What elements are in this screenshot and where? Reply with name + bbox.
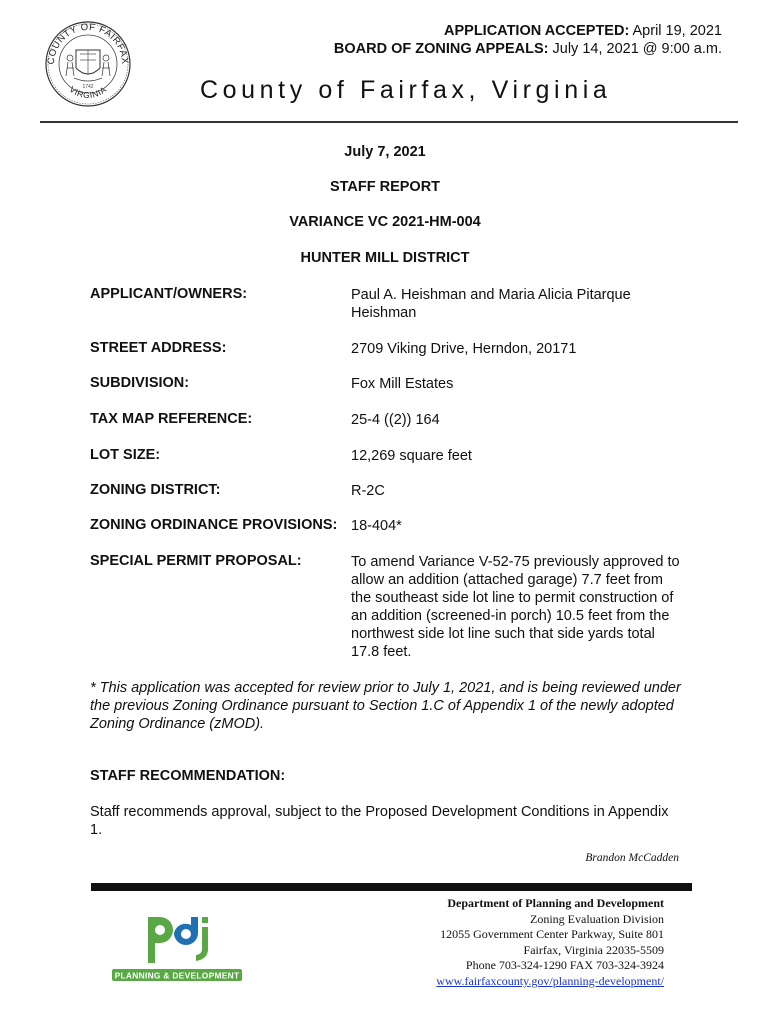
proposal-label: SPECIAL PERMIT PROPOSAL: xyxy=(90,553,302,569)
lot-size-label: LOT SIZE: xyxy=(90,447,161,463)
county-title: County of Fairfax, Virginia xyxy=(200,76,612,104)
accepted-date: April 19, 2021 xyxy=(629,23,722,39)
ordinance-provisions-value: 18-404* xyxy=(351,518,402,534)
seal-top-text: COUNTY OF FAIRFAX xyxy=(45,21,131,65)
lot-size-value: 12,269 square feet xyxy=(351,448,472,464)
footnote: * This application was accepted for review prior to July 1, 2021, and is being reviewed under the previous Zoning Ordinance pursuant to Section 1.C of Appendix 1 of the newly adopted Zoning Ordinance (zMOD). xyxy=(90,680,681,732)
seal-bottom-text: VIRGINIA xyxy=(67,84,109,101)
bza-date: July 14, 2021 @ 9:00 a.m. xyxy=(548,41,722,57)
subdivision-value: Fox Mill Estates xyxy=(351,376,454,392)
tax-map-label: TAX MAP REFERENCE: xyxy=(90,411,253,427)
county-seal xyxy=(44,20,132,108)
application-accepted-line xyxy=(334,22,722,40)
footer-divider xyxy=(91,883,692,891)
ordinance-provisions-label: ZONING ORDINANCE PROVISIONS: xyxy=(90,517,338,533)
report-type: STAFF REPORT xyxy=(329,179,441,195)
header-divider xyxy=(40,121,738,123)
district-name: HUNTER MILL DISTRICT xyxy=(300,250,470,266)
zoning-district-value: R-2C xyxy=(351,483,385,499)
accepted-label: APPLICATION ACCEPTED: xyxy=(444,23,630,39)
department-phone: Phone 703-324-1290 FAX 703-324-3924 xyxy=(465,958,664,973)
bza-line xyxy=(334,40,722,58)
signature: Brandon McCadden xyxy=(585,852,679,864)
planning-development-logo xyxy=(96,897,248,997)
bza-label: BOARD OF ZONING APPEALS: xyxy=(333,41,549,57)
recommendation-title: STAFF RECOMMENDATION: xyxy=(90,768,286,784)
department-name: Department of Planning and Development xyxy=(447,896,664,910)
report-date: July 7, 2021 xyxy=(344,144,426,160)
department-city: Fairfax, Virginia 22035-5509 xyxy=(523,942,664,957)
department-website-link[interactable]: www.fairfaxcounty.gov/planning-development/ xyxy=(436,973,664,988)
applicant-value: Paul A. Heishman and Maria Alicia Pitarque Heishman xyxy=(351,287,631,321)
proposal-value: To amend Variance V-52-75 previously approved to allow an addition (attached garage) 7.7 feet from the southeast side lot line to permit construction of an addition (screened-in porch) 10.5 feet from the northwest side lot line such that side yards total 17.8 feet. xyxy=(351,554,680,660)
division-name: Zoning Evaluation Division xyxy=(530,911,664,926)
applicant-label: APPLICANT/OWNERS: xyxy=(90,286,248,302)
tax-map-value: 25-4 ((2)) 164 xyxy=(351,412,440,428)
department-info xyxy=(436,896,664,990)
zoning-district-label: ZONING DISTRICT: xyxy=(90,482,221,498)
recommendation-text: Staff recommends approval, subject to the Proposed Development Conditions in Appendix 1. xyxy=(90,804,669,838)
seal-year: 1742 xyxy=(82,84,94,90)
header-meta xyxy=(334,22,722,58)
street-address-label: STREET ADDRESS: xyxy=(90,340,227,356)
department-address: 12055 Government Center Parkway, Suite 801 xyxy=(440,927,664,942)
subdivision-label: SUBDIVISION: xyxy=(90,375,190,391)
logo-text: PLANNING & DEVELOPMENT xyxy=(114,970,240,981)
variance-number: VARIANCE VC 2021-HM-004 xyxy=(289,214,481,230)
street-address-value: 2709 Viking Drive, Herndon, 20171 xyxy=(351,341,577,357)
